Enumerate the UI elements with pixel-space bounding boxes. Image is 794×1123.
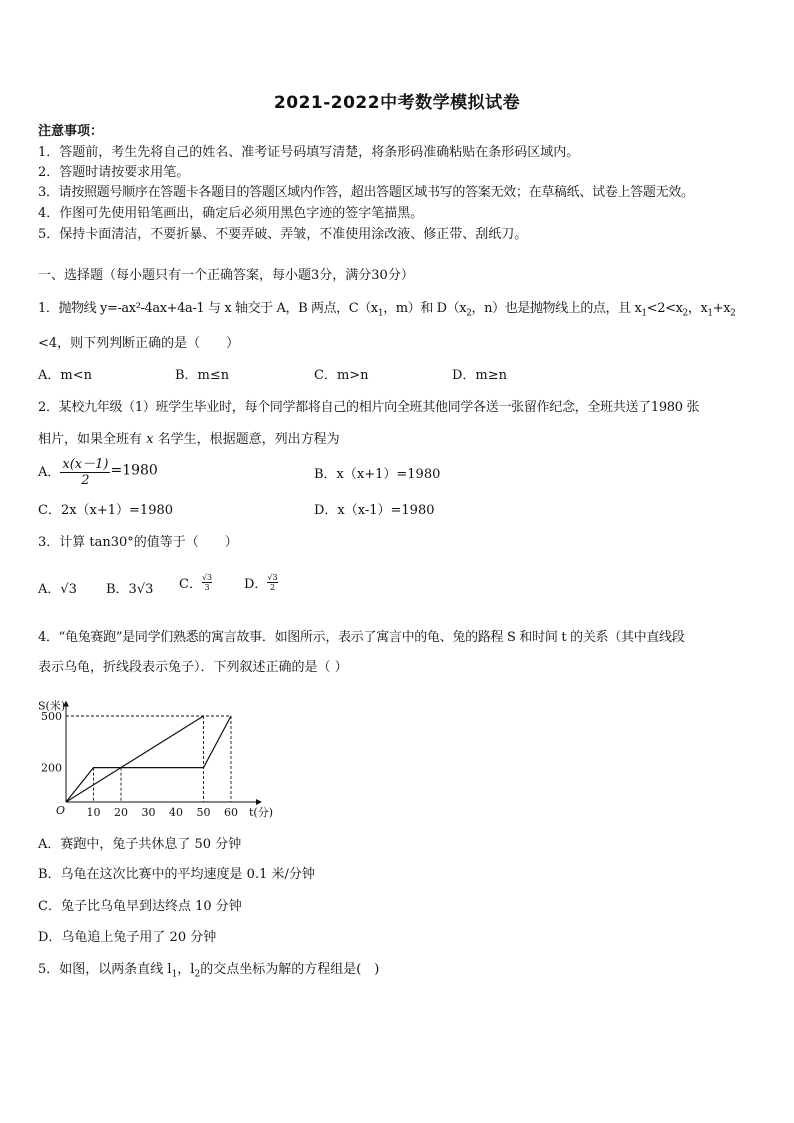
race-chart [36, 684, 276, 818]
q4-stem-line1: 4．“龟兔赛跑”是同学们熟悉的寓言故事．如图所示，表示了寓言中的龟、兔的路程 S 和时间 t 的关系（其中直线段 [38, 630, 685, 645]
y-tick-label: 200 [41, 761, 62, 775]
x-tick-label: 50 [196, 806, 211, 818]
q1-stem-line1: 1．抛物线 y=-ax²-4ax+4a-1 与 x 轴交于 A，B 两点，$C(x_1$，m）和 $D(x_2$，n）也是抛物线上的点，且 $x_1<2<x_2$，$x_1+x_2$ [38, 301, 736, 319]
q3-option-c-fraction: $\frac{√3}{3}$ [201, 573, 213, 592]
section-heading: 一、选择题（每小题只有一个正确答案，每小题3分，满分30分） [38, 268, 414, 283]
q4-option-d[interactable]: D．乌龟追上兔子用了 20 分钟 [38, 930, 217, 945]
tortoise-line [66, 716, 204, 802]
note-item: 3．请按照题号顺序在答题卡各题目的答题区域内作答，超出答题区域书写的答案无效；在草稿纸、试卷上答题无效。 [38, 185, 694, 200]
q2-option-d[interactable]: D．x（x-1）=1980 [314, 503, 435, 518]
q3-stem: 3．计算 tan30°的值等于（ ） [38, 535, 238, 550]
x-tick-label: 20 [114, 806, 128, 818]
origin-label: O [56, 804, 66, 817]
q1-option-c[interactable]: C．m>n [314, 368, 369, 383]
note-item: 1．答题前，考生先将自己的姓名、准考证号码填写清楚，将条形码准确粘贴在条形码区域内。 [38, 145, 580, 160]
note-item: 4．作图可先使用铅笔画出，确定后必须用黑色字迹的签字笔描黑。 [38, 206, 424, 221]
q4-option-b[interactable]: B．乌龟在这次比赛中的平均速度是 0.1 米/分钟 [38, 867, 315, 882]
q2-option-c[interactable]: C．2x（x+1）=1980 [38, 503, 174, 518]
q2-option-a[interactable]: A． $\frac{x(x-1)}{2}$ =1980 [38, 453, 158, 488]
x-tick-label: 60 [224, 806, 238, 818]
note-item: 5．保持卡面清洁，不要折暴、不要弄破、弄皱，不准使用涂改液、修正带、刮纸刀。 [38, 227, 528, 242]
notes-heading: 注意事项： [38, 124, 104, 139]
q3-option-d[interactable]: D． $\frac{√3}{2}$ [244, 573, 278, 592]
q3-option-d-fraction: $\frac{√3}{2}$ [267, 573, 278, 592]
q2-option-b[interactable]: B．x（x+1）=1980 [314, 467, 441, 482]
q4-option-c[interactable]: C．兔子比乌龟早到达终点 10 分钟 [38, 899, 242, 914]
y-axis-label: S(米) [38, 699, 66, 713]
q1-stem-line2: <4，则下列判断正确的是（ ） [38, 336, 240, 351]
q1-option-b[interactable]: B．m≤n [175, 368, 230, 383]
q1-option-a[interactable]: A．m<n [38, 368, 92, 383]
note-item: 2．答题时请按要求用笔。 [38, 165, 190, 180]
q2-stem-line1: 2．某校九年级（1）班学生毕业时，每个同学都将自己的相片向全班其他同学各送一张留作纪念，全班共送了1980 张 [38, 400, 700, 415]
x-tick-label: 10 [86, 806, 101, 818]
q3-option-c[interactable]: C． $\frac{√3}{3}$ [179, 573, 213, 592]
x-tick-label: 40 [169, 806, 183, 818]
q5-stem: 5．如图，以两条直线 $l_1$，$l_2$的交点坐标为解的方程组是( ) [38, 962, 380, 980]
y-tick-label: 500 [41, 710, 62, 723]
q3-option-b[interactable]: B．3√3 [106, 582, 154, 597]
x-axis-label: t(分) [249, 806, 274, 818]
q3-option-a[interactable]: A．√3 [38, 582, 77, 597]
q4-stem-line2: 表示乌龟，折线段表示兔子）．下列叙述正确的是（ ） [38, 660, 348, 675]
x-tick-label: 30 [141, 806, 156, 818]
rabbit-line [66, 716, 231, 802]
q1-option-d[interactable]: D．m≥n [452, 368, 508, 383]
q2-option-a-fraction: $\frac{x(x-1)}{2}$ [60, 453, 110, 488]
page-title: 2021-2022中考数学模拟试卷 [273, 93, 521, 113]
q2-stem-line2: 相片，如果全班有 x 名学生，根据题意，列出方程为 [38, 432, 340, 447]
q4-option-a[interactable]: A．赛跑中，兔子共休息了 50 分钟 [38, 837, 242, 852]
